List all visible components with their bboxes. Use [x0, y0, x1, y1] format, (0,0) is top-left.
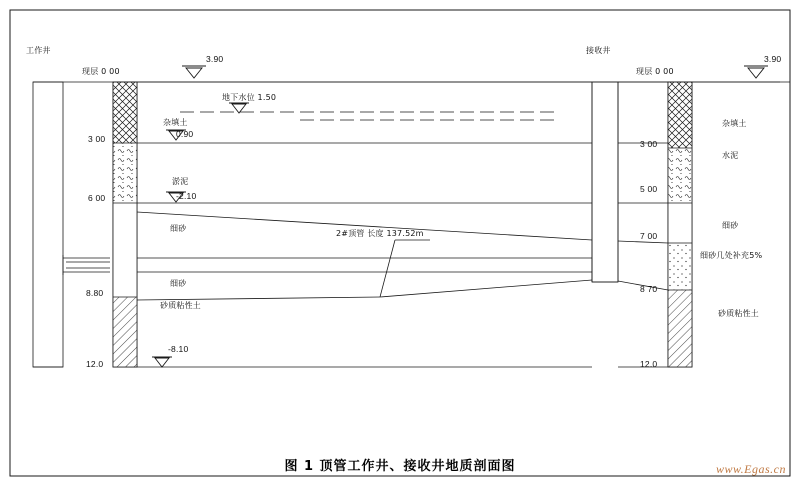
left-stratum-name: 细砂	[170, 224, 187, 233]
left-depth-value: 6 00	[88, 193, 106, 203]
right-shaft-title: 接收井	[586, 46, 611, 55]
right-top-elevation: 3.90	[764, 54, 782, 64]
left-stratum-elevation: -8.10	[168, 344, 189, 354]
right-depth-value: 3 00	[640, 139, 658, 149]
left-stratum-name: 淤泥	[172, 177, 189, 186]
right-stratum-name: 杂填土	[722, 119, 747, 128]
watermark: www.Egas.cn	[716, 462, 786, 476]
pipe-annotation: 2#顶管 长度 137.52m	[336, 229, 424, 238]
right-stratum-name: 细砂	[722, 221, 739, 230]
right-stratum-name: 砂质粘性土	[718, 309, 759, 318]
right-stratum-name: 细砂几处补充5%	[700, 251, 763, 260]
left-depth-value: 3 00	[88, 134, 106, 144]
right-depth-value: 7 00	[640, 231, 658, 241]
right-ground-mark: 现层 0 00	[636, 67, 674, 76]
right-depth-value: 5 00	[640, 184, 658, 194]
figure-caption: 图 1 顶管工作井、接收井地质剖面图	[284, 459, 516, 474]
right-stratum-name: 水泥	[722, 151, 739, 160]
right-depth-value: 8 70	[640, 284, 658, 294]
left-stratum-name: 细砂	[170, 279, 187, 288]
left-top-elevation: 3.90	[206, 54, 224, 64]
left-stratum-elevation: 0.90	[176, 129, 194, 139]
left-depth-value: 8.80	[86, 288, 104, 298]
left-ground-mark: 现层 0 00	[82, 67, 120, 76]
left-stratum-elevation: -2.10	[176, 191, 197, 201]
right-depth-value: 12.0	[640, 359, 658, 369]
left-shaft-title: 工作井	[26, 46, 51, 55]
left-stratum-name: 砂质粘性土	[160, 301, 201, 310]
left-stratum-name: 杂填土	[163, 118, 188, 127]
groundwater-label: 地下水位 1.50	[222, 93, 277, 102]
left-depth-value: 12.0	[86, 359, 104, 369]
